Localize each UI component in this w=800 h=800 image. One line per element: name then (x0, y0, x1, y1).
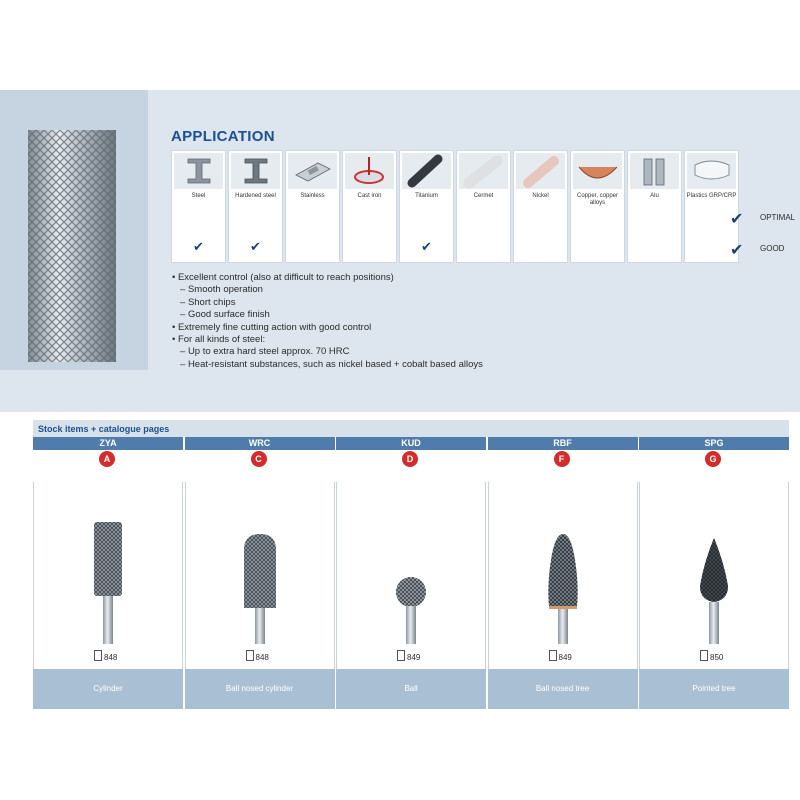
material-label: Titanium (415, 193, 438, 199)
legend-optimal (730, 209, 796, 229)
nickel-rod-icon (516, 153, 565, 189)
letter-row (33, 450, 183, 482)
page-number: 850 (710, 653, 724, 662)
alu-profile-icon (630, 153, 679, 189)
product-image-area (33, 482, 183, 644)
material-cell-cermet (456, 150, 511, 263)
material-cell-hardened-steel (228, 150, 283, 263)
stock-column-spg (639, 437, 789, 709)
material-cell-alu (627, 150, 682, 263)
letter-row (185, 450, 335, 482)
material-cell-titanium (399, 150, 454, 263)
feature-subitem: – Good surface finish (172, 309, 483, 321)
burr-closeup-image (28, 130, 116, 362)
legend-label: OPTIMAL (760, 213, 796, 222)
shape-letter-badge: G (705, 451, 721, 467)
feature-item: • For all kinds of steel: (172, 334, 483, 346)
product-code: ZYA (33, 437, 183, 450)
cast-iron-icon (345, 153, 394, 189)
plastics-pipe-icon (687, 153, 736, 189)
stock-column-wrc (185, 437, 335, 709)
check-icon: ✔ (250, 239, 261, 254)
page-number: 849 (558, 653, 572, 662)
legend-label: GOOD (760, 244, 785, 253)
shape-description: Ball (336, 669, 486, 709)
page-icon (700, 650, 708, 661)
product-image-area (336, 482, 486, 644)
material-cell-stainless (285, 150, 340, 263)
product-image-area (185, 482, 335, 644)
product-image-area (639, 482, 789, 644)
material-label: Copper, copper alloys (576, 193, 619, 206)
product-image-area (488, 482, 638, 644)
material-cell-steel (171, 150, 226, 263)
ball-nosed-cylinder-burr-image (186, 482, 336, 644)
catalogue-page (488, 644, 638, 669)
shape-letter-badge: F (554, 451, 570, 467)
cylinder-burr-image (34, 482, 184, 644)
material-grid (171, 150, 744, 263)
legend-good (730, 240, 785, 260)
page-icon (94, 650, 102, 661)
shape-description: Ball nosed cylinder (185, 669, 335, 709)
shape-description: Ball nosed tree (488, 669, 638, 709)
stainless-plate-icon (288, 153, 337, 189)
cermet-rod-icon (459, 153, 508, 189)
feature-subitem: – Smooth operation (172, 284, 483, 296)
steel-beam-icon (174, 153, 223, 189)
material-cell-copper (570, 150, 625, 263)
material-label: Stainless (300, 193, 325, 199)
titanium-bar-icon (402, 153, 451, 189)
stock-columns (33, 437, 789, 709)
page-icon (549, 650, 557, 661)
feature-item: • Excellent control (also at difficult to reach positions) (172, 272, 483, 284)
product-code: WRC (185, 437, 335, 450)
check-icon: ✔ (730, 211, 744, 228)
hardened-steel-beam-icon (231, 153, 280, 189)
page-number: 848 (255, 653, 269, 662)
check-icon: ✔ (421, 239, 432, 254)
stock-header: Stock items + catalogue pages (33, 420, 789, 437)
material-label: Cast iron (357, 193, 382, 199)
check-icon: ✔ (730, 242, 744, 259)
product-code: RBF (488, 437, 638, 450)
material-label: Alu (650, 193, 659, 199)
check-icon: ✔ (193, 239, 204, 254)
feature-subitem: – Up to extra hard steel approx. 70 HRC (172, 346, 483, 358)
catalogue-page (33, 644, 183, 669)
stock-column-zya (33, 437, 183, 709)
catalogue-page (639, 644, 789, 669)
feature-subitem: – Short chips (172, 297, 483, 309)
page-icon (397, 650, 405, 661)
stock-items-table (33, 420, 789, 709)
ball-nosed-tree-burr-image (489, 482, 639, 644)
stock-column-kud (336, 437, 486, 709)
page-icon (246, 650, 254, 661)
material-label: Plastics GRP/CRP (686, 193, 737, 199)
page-number: 848 (104, 653, 118, 662)
catalogue-page (336, 644, 486, 669)
application-panel (0, 90, 800, 412)
product-code: SPG (639, 437, 789, 450)
feature-subitem: – Heat-resistant substances, such as nickel based + cobalt based alloys (172, 359, 483, 371)
letter-row (639, 450, 789, 482)
ball-burr-image (337, 482, 487, 644)
feature-list (172, 272, 483, 371)
page-number: 849 (407, 653, 421, 662)
letter-row (488, 450, 638, 482)
material-cell-cast-iron (342, 150, 397, 263)
material-label: Cermet (473, 193, 494, 199)
application-title: APPLICATION (171, 128, 275, 145)
product-code: KUD (336, 437, 486, 450)
material-label: Nickel (532, 193, 549, 199)
left-image-strip (0, 90, 148, 370)
shape-letter-badge: C (251, 451, 267, 467)
material-cell-nickel (513, 150, 568, 263)
shape-description: Pointed tree (639, 669, 789, 709)
pointed-tree-burr-image (640, 482, 790, 644)
shape-letter-badge: D (402, 451, 418, 467)
feature-item: • Extremely fine cutting action with good control (172, 322, 483, 334)
shape-description: Cylinder (33, 669, 183, 709)
material-label: Steel (191, 193, 206, 199)
copper-gutter-icon (573, 153, 622, 189)
letter-row (336, 450, 486, 482)
stock-column-rbf (488, 437, 638, 709)
material-label: Hardened steel (235, 193, 276, 199)
catalogue-page (185, 644, 335, 669)
shape-letter-badge: A (99, 451, 115, 467)
